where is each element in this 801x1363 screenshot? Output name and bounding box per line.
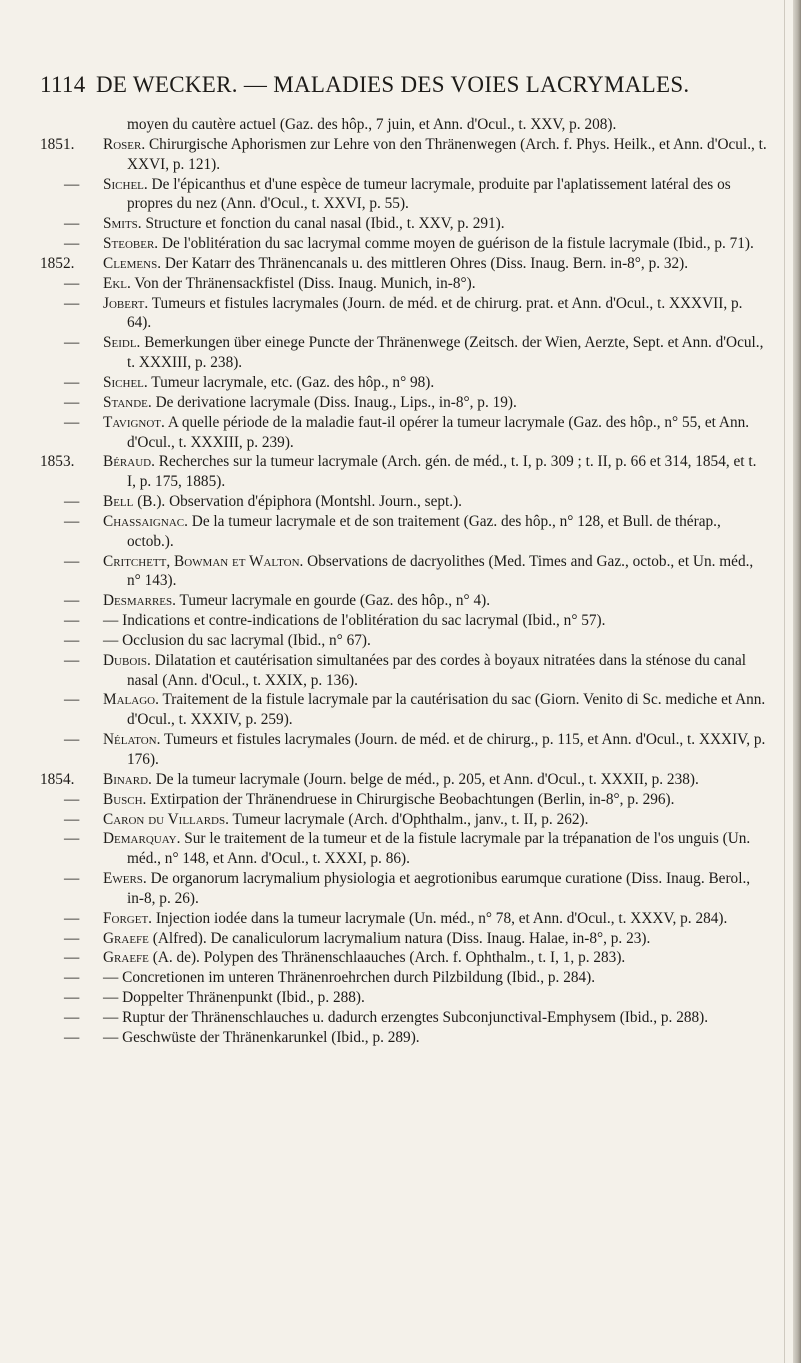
entry-text: (Alfred). De canaliculorum lacrymalium natura (Diss. Inaug. Halae, in-8°, p. 23). — [152, 929, 651, 947]
bibliography-entry — [40, 492, 768, 512]
entry-dash: — — [64, 870, 80, 888]
entry-author: Smits. — [103, 215, 142, 233]
entry-text: Tumeurs et fistules lacrymales (Journ. de méd. et de chirurg. prat. et Ann. d'Ocul., t. XXXVII, p. 64). — [127, 294, 743, 332]
entry-dash: — — [64, 592, 80, 610]
entry-author: Clemens. — [103, 254, 162, 272]
bibliography-entry — [40, 333, 768, 373]
entry-author: Stande. — [103, 393, 152, 411]
bibliography-list — [40, 115, 768, 1048]
bibliography-entry — [40, 274, 768, 294]
bibliography-entry — [40, 909, 768, 929]
entry-dash: — — [64, 175, 80, 193]
entry-dash: — — [64, 235, 80, 253]
entry-text: Occlusion du sac lacrymal (Ibid., n° 67). — [122, 631, 371, 649]
entry-author: Binard. — [103, 770, 152, 788]
bibliography-entry — [40, 869, 768, 909]
entry-text: De organorum lacrymalium physiologia et aegrotionibus earumque curatione (Diss. Inaug. Berol., in-8, p. 26). — [127, 870, 751, 907]
entry-dash: — — [64, 413, 80, 431]
entry-dash: — — [64, 493, 80, 511]
bibliography-entry — [40, 512, 768, 552]
entry-text: (B.). Observation d'épiphora (Montshl. Journ., sept.). — [137, 493, 462, 511]
entry-text: Indications et contre-indications de l'oblitération du sac lacrymal (Ibid., n° 57). — [122, 612, 606, 630]
entry-author: Dubois. — [103, 651, 151, 669]
entry-author: Critchett, Bowman et Walton. — [103, 552, 304, 570]
bibliography-entry — [40, 968, 768, 988]
entry-dash: — — [64, 969, 80, 987]
entry-text: Der Katarr des Thränencanals u. des mittleren Ohres (Diss. Inaug. Bern. in-8°, p. 32). — [164, 254, 689, 272]
entry-author: Seidl. — [103, 334, 141, 352]
bibliography-entry — [40, 591, 768, 611]
entry-dash: — — [64, 989, 80, 1007]
entry-dash: — — [64, 1028, 80, 1046]
bibliography-entry — [40, 948, 768, 968]
entry-text: Structure et fonction du canal nasal (Ibid., t. XXV, p. 291). — [145, 215, 505, 233]
entry-author: Jobert. — [103, 294, 149, 312]
entry-text: Ruptur der Thränenschlauches u. dadurch erzengtes Subconjunctival-Emphysem (Ibid., p. 288). — [122, 1008, 709, 1026]
entry-dash: — — [64, 651, 80, 669]
entry-author: Malago. — [103, 691, 159, 709]
entry-author: — — [103, 1028, 119, 1046]
entry-dash: — — [64, 373, 80, 391]
entry-dash: — — [64, 949, 80, 967]
entry-text: Tumeur lacrymale, etc. (Gaz. des hôp., n° 98). — [151, 373, 435, 391]
bibliography-entry — [40, 373, 768, 393]
entry-dash: — — [64, 294, 80, 312]
bibliography-entry — [40, 690, 768, 730]
bibliography-entry — [40, 631, 768, 651]
entry-dash: — — [64, 512, 80, 530]
entry-author: Ewers. — [103, 870, 147, 888]
entry-text: Tumeurs et fistules lacrymales (Journ. de méd. et de chirurg., p. 115, et Ann. d'Ocul., t. XXXIV, p. 176). — [127, 731, 766, 768]
bibliography-entry — [40, 790, 768, 810]
bibliography-entry — [40, 929, 768, 949]
entry-text: De derivatione lacrymale (Diss. Inaug., Lips., in-8°, p. 19). — [155, 393, 517, 411]
entry-author: Béraud. — [103, 453, 155, 471]
entry-author: — — [103, 1008, 119, 1026]
entry-author: Sichel. — [103, 175, 148, 193]
entry-dash: — — [64, 631, 80, 649]
entry-dash: — — [64, 929, 80, 947]
entry-year: 1853. — [40, 453, 75, 471]
entry-author: Busch. — [103, 790, 147, 808]
entry-text: De la tumeur lacrymale (Journ. belge de méd., p. 205, et Ann. d'Ocul., t. XXXII, p. 238). — [155, 770, 699, 788]
entry-dash: — — [64, 790, 80, 808]
entry-dash: — — [64, 810, 80, 828]
entry-author: Graefe — [103, 929, 149, 947]
bibliography-entry — [40, 810, 768, 830]
bibliography-entry — [40, 770, 768, 790]
entry-year: 1854. — [40, 770, 75, 788]
entry-dash: — — [64, 274, 80, 292]
entry-author: Sichel. — [103, 373, 148, 391]
page-edge — [793, 0, 801, 1363]
bibliography-entry — [40, 1008, 768, 1028]
bibliography-entry — [40, 135, 768, 175]
entry-text: (A. de). Polypen des Thränenschlaauches (Arch. f. Ophthalm., t. I, 1, p. 283). — [152, 949, 626, 967]
entry-dash: — — [64, 909, 80, 927]
bibliography-entry — [40, 254, 768, 274]
bibliography-entry — [40, 611, 768, 631]
entry-text: Bemerkungen über einege Puncte der Thränenwege (Zeitsch. der Wien, Aerzte, Sept. et Ann. d'Ocul., t. XXXIII, p. 238). — [127, 334, 764, 372]
entry-text: Observations de dacryolithes (Med. Times and Gaz., octob., et Un. méd., n° 143). — [127, 552, 754, 590]
entry-text: Injection iodée dans la tumeur lacrymale (Un. méd., n° 78, et Ann. d'Ocul., t. XXXV, p. 284). — [155, 909, 728, 927]
entry-author: Bell — [103, 493, 134, 511]
bibliography-entry — [40, 393, 768, 413]
entry-author: Steober. — [103, 235, 159, 253]
entry-dash: — — [64, 1008, 80, 1026]
entry-text: Traitement de la fistule lacrymale par la cautérisation du sac (Giorn. Venito di Sc. mediche et Ann. d'Ocul., t. XXXIV, p. 259). — [127, 691, 766, 729]
entry-text: Tumeur lacrymale en gourde (Gaz. des hôp., n° 4). — [179, 592, 491, 610]
entry-text: De l'oblitération du sac lacrymal comme moyen de guérison de la fistule lacrymale (Ibid., p. 71). — [161, 235, 754, 253]
bibliography-entry — [40, 294, 768, 334]
bibliography-entry — [40, 234, 768, 254]
bibliography-entry — [40, 730, 768, 770]
bibliography-entry — [40, 552, 768, 592]
entry-author: — — [103, 612, 119, 630]
entry-year: 1851. — [40, 135, 75, 153]
entry-text: Sur le traitement de la tumeur et de la fistule lacrymale par la trépanation de l'os unguis (Un. méd., n° 148, et Ann. d'Ocul., t. XXXI, p. 86). — [127, 830, 751, 868]
entry-author: Demarquay. — [103, 830, 181, 848]
entry-dash: — — [64, 393, 80, 411]
entry-text: Extirpation der Thränendruese in Chirurgische Beobachtungen (Berlin, in-8°, p. 296). — [150, 790, 675, 808]
bibliography-entry — [40, 651, 768, 691]
bibliography-entry — [40, 115, 768, 135]
bibliography-entry — [40, 214, 768, 234]
entry-author: Ekl. — [103, 274, 131, 292]
entry-text: Von der Thränensackfistel (Diss. Inaug. Munich, in-8°). — [134, 274, 476, 292]
entry-year: 1852. — [40, 254, 75, 272]
entry-dash: — — [64, 731, 80, 749]
entry-author: — — [103, 631, 119, 649]
entry-author: Roser. — [103, 135, 146, 153]
bibliography-entry — [40, 413, 768, 453]
entry-dash: — — [64, 691, 80, 709]
page-number: 1114 — [40, 72, 86, 97]
entry-text: Geschwüste der Thränenkarunkel (Ibid., p. 289). — [122, 1028, 420, 1046]
bibliography-entry — [40, 988, 768, 1008]
entry-author: Tavignot. — [103, 413, 165, 431]
entry-text: Recherches sur la tumeur lacrymale (Arch. gén. de méd., t. I, p. 309 ; t. II, p. 66 et 314, 1854, et t. I, p. 175, 1885). — [127, 453, 757, 491]
entry-text: moyen du cautère actuel (Gaz. des hôp., 7 juin, et Ann. d'Ocul., t. XXV, p. 208). — [127, 116, 617, 133]
running-title: DE WECKER. — MALADIES DES VOIES LACRYMALES. — [96, 72, 690, 97]
entry-text: De la tumeur lacrymale et de son traitement (Gaz. des hôp., n° 128, et Bull. de thérap., octob.). — [127, 512, 721, 550]
entry-text: Doppelter Thränenpunkt (Ibid., p. 288). — [122, 989, 365, 1007]
entry-author: Nélaton. — [103, 731, 161, 749]
page-fold-line — [784, 0, 785, 1363]
entry-author: Forget. — [103, 909, 152, 927]
bibliography-entry — [40, 1028, 768, 1048]
entry-dash: — — [64, 612, 80, 630]
entry-text: Tumeur lacrymale (Arch. d'Ophthalm., janv., t. II, p. 262). — [232, 810, 589, 828]
entry-text: De l'épicanthus et d'une espèce de tumeur lacrymale, produite par l'aplatissement latéral des os propres du nez (Ann. d'Ocul., t. XXVI, p. 55). — [127, 175, 731, 213]
entry-author: Chassaignac. — [103, 512, 188, 530]
bibliography-entry — [40, 175, 768, 215]
running-header — [40, 72, 760, 98]
entry-text: Dilatation et cautérisation simultanées par des cordes à boyaux nitratées dans la sténose du canal nasal (Ann. d'Ocul., t. XXIX, p. 136). — [127, 651, 746, 689]
entry-dash: — — [64, 215, 80, 233]
entry-author: Caron du Villards. — [103, 810, 229, 828]
entry-text: Chirurgische Aphorismen zur Lehre von den Thränenwegen (Arch. f. Phys. Heilk., et Ann. d'Ocul., t. XXVI, p. 121). — [127, 135, 767, 173]
entry-author: Graefe — [103, 949, 149, 967]
entry-author: Desmarres. — [103, 592, 176, 610]
bibliography-entry — [40, 829, 768, 869]
entry-dash: — — [64, 552, 80, 570]
entry-dash: — — [64, 830, 80, 848]
entry-text: Concretionen im unteren Thränenroehrchen durch Pilzbildung (Ibid., p. 284). — [122, 969, 596, 987]
entry-dash: — — [64, 334, 80, 352]
entry-author: — — [103, 989, 119, 1007]
entry-text: A quelle période de la maladie faut-il opérer la tumeur lacrymale (Gaz. des hôp., n° 55, et Ann. d'Ocul., t. XXXIII, p. 239). — [127, 413, 750, 451]
bibliography-entry — [40, 452, 768, 492]
entry-author: — — [103, 969, 119, 987]
